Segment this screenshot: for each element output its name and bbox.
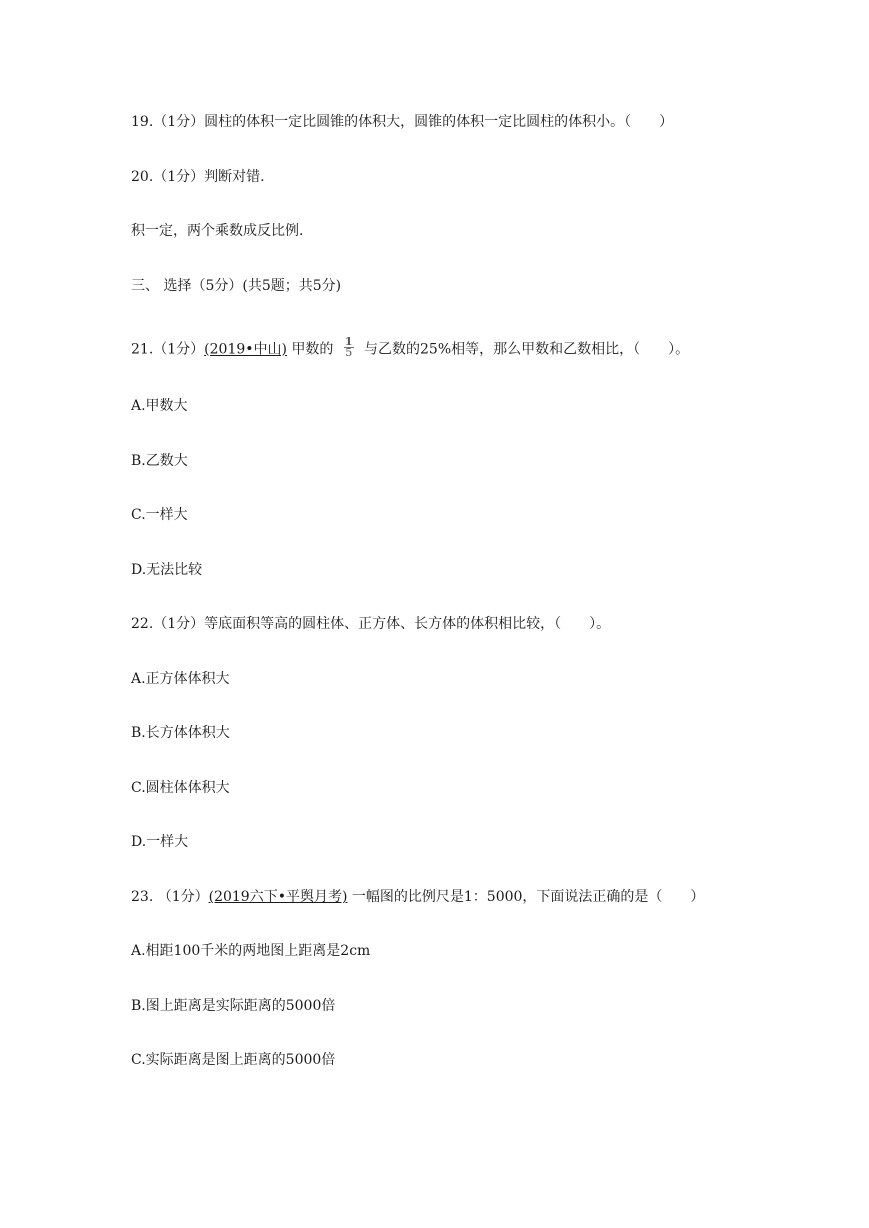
fraction-denominator: 5	[345, 346, 353, 359]
question-22: 22.（1分）等底面积等高的圆柱体、正方体、长方体的体积相比较，（ ）。	[131, 616, 611, 632]
question-23-prefix: 23. （1分）	[131, 889, 209, 905]
q21-option-b: B.乙数大	[131, 453, 188, 469]
question-21-source: (2019•中山)	[204, 341, 287, 358]
section-3-title: 三、 选择（5分）(共5题；共5分)	[131, 278, 342, 294]
question-20: 20.（1分）判断对错.	[131, 169, 265, 185]
q22-option-b: B.长方体体积大	[131, 725, 230, 741]
question-21	[131, 335, 690, 360]
q21-option-a: A.甲数大	[131, 398, 188, 414]
question-21-lead: 甲数的	[291, 341, 334, 358]
q22-option-a: A.正方体体积大	[131, 671, 230, 687]
question-23	[131, 887, 704, 907]
question-23-source: (2019六下•平舆月考)	[208, 889, 348, 905]
q22-option-d: D.一样大	[131, 834, 189, 850]
q23-option-c: C.实际距离是图上距离的5000倍	[131, 1052, 336, 1068]
question-21-rest: 与乙数的25%相等，那么甲数和乙数相比，（ ）。	[364, 341, 690, 358]
q21-option-d: D.无法比较	[131, 562, 203, 578]
q23-option-a: A.相距100千米的两地图上距离是2cm	[131, 943, 371, 959]
fraction-numerator: 1	[344, 335, 353, 348]
q22-option-c: C.圆柱体体积大	[131, 780, 230, 796]
fraction	[344, 337, 354, 358]
question-19: 19.（1分）圆柱的体积一定比圆锥的体积大，圆锥的体积一定比圆柱的体积小。（ ）	[131, 114, 674, 130]
question-20-statement: 积一定，两个乘数成反比例.	[131, 223, 304, 239]
question-23-rest: 一幅图的比例尺是1：5000，下面说法正确的是（ ）	[351, 889, 705, 905]
question-21-prefix: 21.（1分）	[131, 341, 205, 358]
q23-option-b: B.图上距离是实际距离的5000倍	[131, 998, 336, 1014]
q21-option-c: C.一样大	[131, 507, 188, 523]
